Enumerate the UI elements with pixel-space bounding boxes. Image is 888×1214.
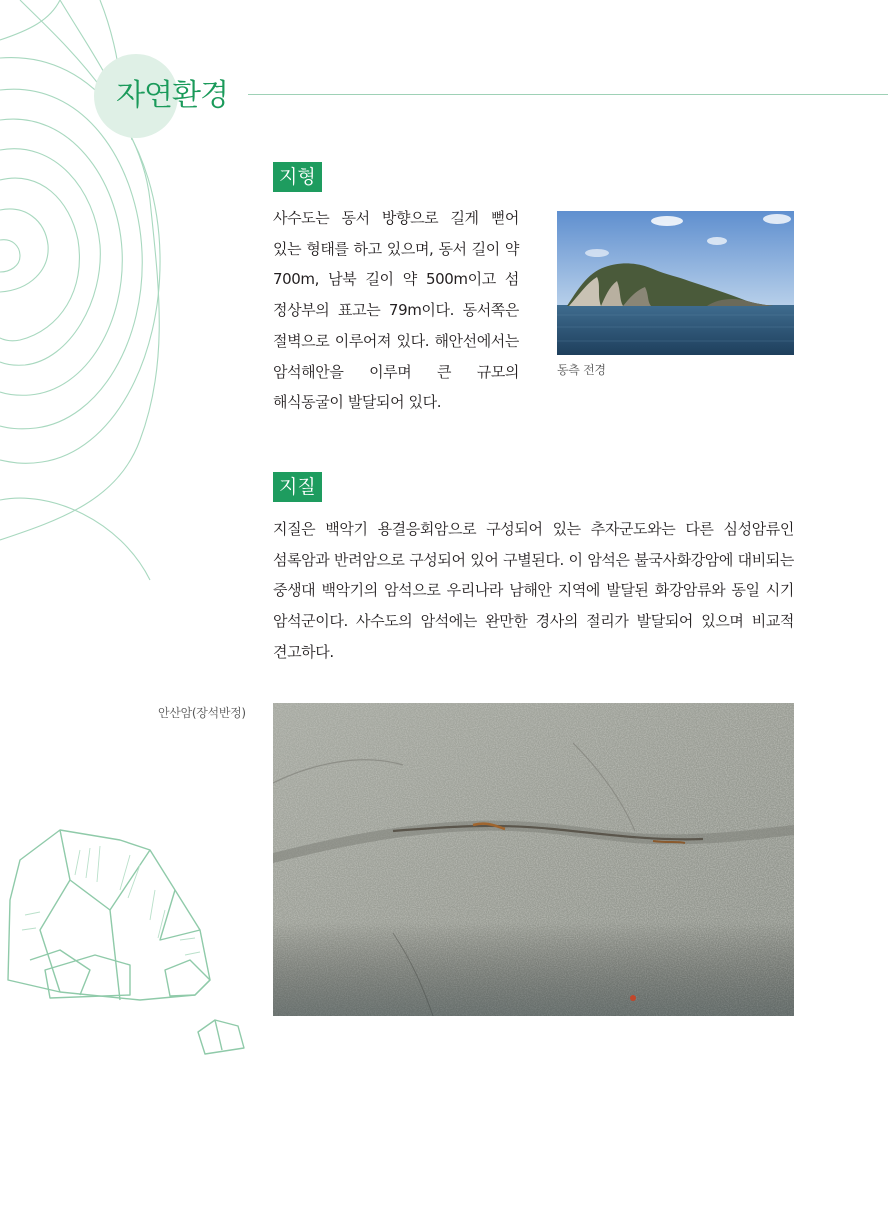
island-photo <box>557 211 794 355</box>
terrain-heading: 지형 <box>273 162 322 192</box>
rock-surface-image <box>273 703 794 1016</box>
geology-heading: 지질 <box>273 472 322 502</box>
island-photo-caption: 동측 전경 <box>557 363 606 377</box>
rock-photo-caption: 안산암(장석반정) <box>158 706 246 720</box>
rock-illustration-icon <box>0 820 250 1060</box>
title-divider <box>248 94 888 95</box>
terrain-paragraph: 사수도는 동서 방향으로 길게 뻗어 있는 형태를 하고 있으며, 동서 길이 약 700m, 남북 길이 약 500m이고 섬 정상부의 표고는 79m이다. 동서쪽은 절벽으로 이루어져 있다. 해안선에서는 암석해안을 이루며 큰 규모의 해식동굴이 발달되어 있다. <box>273 209 519 412</box>
geology-paragraph: 지질은 백악기 용결응회암으로 구성되어 있는 추자군도와는 다른 심성암류인 섬록암과 반려암으로 구성되어 있어 구별된다. 이 암석은 불국사화강암에 대비되는 중생대 백악기의 암석으로 우리나라 남해안 지역에 발달된 화강암류와 동일 시기 암석군이다. 사수도의 암석에는 완만한 경사의 절리가 발달되어 있으며 비교적 견고하다. <box>273 520 794 661</box>
rock-photo <box>273 703 794 1016</box>
page-title: 자연환경 <box>116 78 228 113</box>
island-image <box>557 211 794 355</box>
